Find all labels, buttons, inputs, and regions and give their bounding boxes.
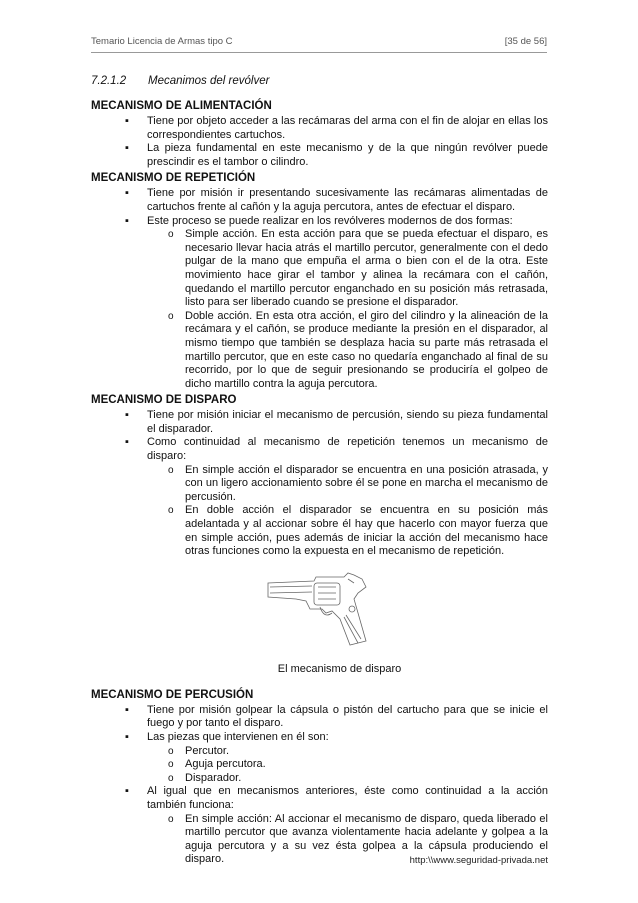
bullet-text: Tiene por misión iniciar el mecanismo de percusión, siendo su pieza fundamental el disparador. — [147, 409, 548, 435]
sub-item: o Simple acción. En esta acción para que se pueda efectuar el disparo, es necesario llevar hacia atrás el martillo percutor, generalmente con el dedo pulgar de la mano que empuña el arma o bien con el de la otra. Este movimiento hace girar el tambor y alinea la recámara con el cañón, quedando el martillo percutor enganchado en su posición más retrasada, listo para ser liberado cuando se presione el disparador. — [147, 228, 548, 310]
sub-item: o En simple acción el disparador se encuentra en una posición atrasada, y con un ligero accionamiento sobre él se pone en marcha el mecanismo de percusión. — [147, 464, 548, 505]
bullet-item — [91, 731, 548, 745]
sub-list — [91, 464, 548, 559]
bullet-list — [91, 704, 548, 867]
bullet-list — [91, 115, 548, 169]
figure — [91, 569, 548, 679]
bullet-item — [91, 187, 548, 214]
sub-item: o Disparador. — [147, 772, 548, 786]
sub-item: o Percutor. — [147, 745, 548, 759]
bullet-item — [91, 704, 548, 731]
bullet-text: Al igual que en mecanismos anteriores, éste como continuidad a la acción también funciona: — [147, 785, 548, 811]
mechanism-heading: MECANISMO DE PERCUSIÓN — [91, 688, 254, 701]
bullet-list — [91, 409, 548, 559]
bullet-text: Tiene por misión golpear la cápsula o pistón del cartucho para que se inicie el fuego y por tanto el disparo. — [147, 703, 548, 730]
sub-item: o Doble acción. En esta otra acción, el giro del cilindro y la alineación de la recámara y el cañón, se produce mediante la presión en el disparador, al mismo tiempo que también se desplaza hacia su parte más retrasada el martillo percutor, que en este caso no quedaría enganchado al final de su recorrido, por lo que de seguir presionando se produciría el golpeo de dicho martillo contra la aguja percutora. — [147, 310, 548, 392]
page-number: [35 de 56] — [504, 36, 547, 47]
header-title: Temario Licencia de Armas tipo C — [91, 36, 233, 47]
page-header — [91, 36, 547, 53]
sub-item: o Aguja percutora. — [147, 758, 548, 772]
mechanism-heading: MECANISMO DE REPETICIÓN — [91, 172, 256, 185]
bullet-text: Las piezas que intervienen en él son: — [147, 731, 329, 743]
bullet-text: La pieza fundamental en este mecanismo y de la que ningún revólver puede prescindir es el tambor o cilindro. — [147, 142, 548, 168]
section-heading — [91, 75, 548, 87]
sub-item: o En doble acción el disparador se encuentra en su posición más adelantada y al accionar sobre él hay que hacerlo con mayor fuerza que en simple acción, pues además de iniciar la acción del mecanismo hace otras funciones como la expuesta en el mecanismo de repetición. — [147, 504, 548, 558]
footer-url: http:\\www.seguridad-privada.net — [409, 855, 548, 866]
sub-item: o En simple acción: Al accionar el mecanismo de disparo, queda liberado el martillo percutor que avanza violentamente hacia adelante y golpea a la aguja percutora y a su vez ésta golpea a la cápsula produciendo el disparo. — [147, 813, 548, 867]
bullet-text: Como continuidad al mecanismo de repetición tenemos un mecanismo de disparo: — [147, 436, 548, 463]
sub-list — [91, 745, 548, 786]
figure-caption: El mecanismo de disparo — [277, 662, 402, 675]
bullet-text: Tiene por misión ir presentando sucesivamente las recámaras alimentadas de cartuchos frente al cañón y la aguja percutora, antes de efectuar el disparo. — [147, 187, 548, 213]
section-number: 7.2.1.2 — [91, 75, 127, 87]
bullet-list — [91, 187, 548, 391]
mechanism-heading: MECANISMO DE ALIMENTACIÓN — [91, 100, 272, 112]
bullet-text: Tiene por objeto acceder a las recámaras del arma con el fin de alojar en ellas los correspondientes cartuchos. — [147, 115, 548, 141]
bullet-item — [91, 785, 548, 812]
mechanism-heading: MECANISMO DE DISPARO — [91, 394, 237, 407]
sub-list — [91, 228, 548, 391]
document-body — [91, 75, 548, 870]
bullet-item — [91, 142, 548, 169]
bullet-item — [91, 436, 548, 463]
revolver-drawing-icon — [266, 569, 376, 649]
mechanisms-list-a — [91, 100, 548, 559]
bullet-item — [91, 409, 548, 436]
bullet-text: Este proceso se puede realizar en los revólveres modernos de dos formas: — [147, 214, 513, 227]
bullet-item — [91, 115, 548, 142]
section-title: Mecanimos del revólver — [148, 75, 270, 87]
mechanisms-list-b — [91, 689, 548, 867]
bullet-item — [91, 215, 548, 229]
